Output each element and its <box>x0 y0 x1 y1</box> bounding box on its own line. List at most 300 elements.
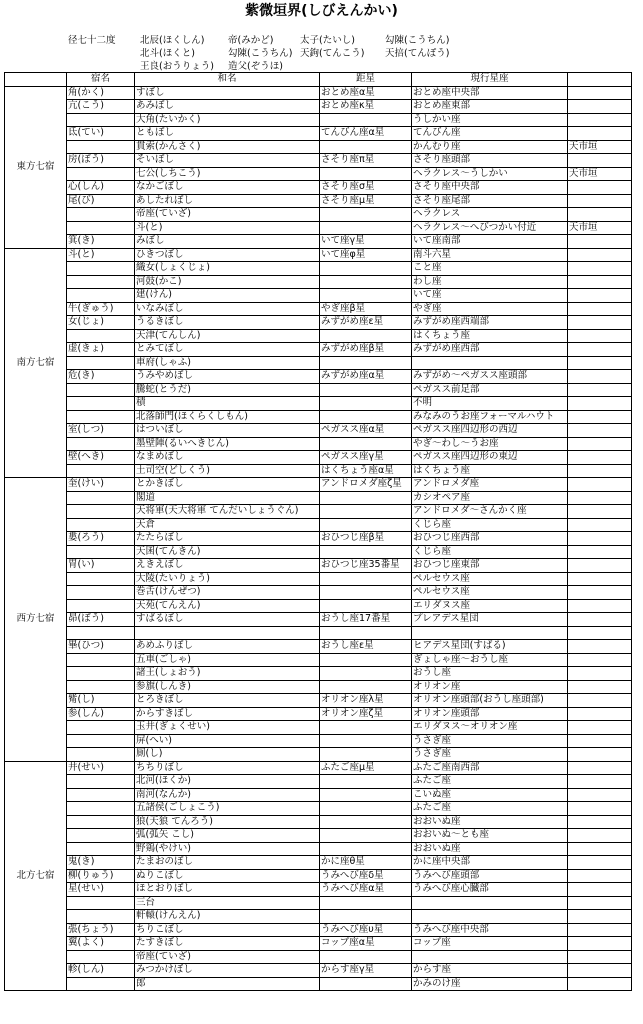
group-name-cell: 北方七宿 <box>5 761 67 991</box>
table-cell: あみぼし <box>135 100 320 114</box>
table-cell: おうし座17番星 <box>320 613 412 627</box>
table-cell <box>568 343 632 357</box>
table-cell: ちりこぼし <box>135 923 320 937</box>
table-cell: 屏(へい) <box>135 734 320 748</box>
table-cell: てんびん座α星 <box>320 127 412 141</box>
table-cell: エリダヌス座 <box>412 599 568 613</box>
table-cell <box>320 586 412 600</box>
table-cell: 天将軍(天大将軍 てんだいしょうぐん) <box>135 505 320 519</box>
table-cell: 土司空(どしくう) <box>135 464 320 478</box>
table-cell: たまおのぼし <box>135 856 320 870</box>
table-cell <box>67 356 135 370</box>
table-cell: 織女(しょくじょ) <box>135 262 320 276</box>
table-row <box>5 424 632 438</box>
table-cell: あめふりぼし <box>135 640 320 654</box>
table-cell: ヘラクレス～うしかい <box>412 167 568 181</box>
table-row <box>5 761 632 775</box>
table-cell: ヒアデス星団(すばる) <box>412 640 568 654</box>
table-cell <box>67 329 135 343</box>
table-cell <box>67 950 135 964</box>
table-cell <box>568 302 632 316</box>
table-cell: 狼(天狼 てんろう) <box>135 815 320 829</box>
table-cell <box>568 883 632 897</box>
table-row <box>5 977 632 991</box>
table-row <box>5 694 632 708</box>
table-row <box>5 815 632 829</box>
table-cell <box>320 113 412 127</box>
table-cell: はくちょう座 <box>412 464 568 478</box>
table-cell <box>67 815 135 829</box>
table-cell <box>568 937 632 951</box>
table-cell <box>67 167 135 181</box>
table-cell <box>67 829 135 843</box>
table-cell <box>67 262 135 276</box>
table-cell: アンドロメダ座 <box>412 478 568 492</box>
table-row <box>5 937 632 951</box>
table-cell <box>320 829 412 843</box>
table-cell <box>568 964 632 978</box>
table-row <box>5 842 632 856</box>
table-cell <box>135 626 320 640</box>
table-row <box>5 451 632 465</box>
table-cell <box>568 491 632 505</box>
table-cell <box>568 856 632 870</box>
table-row <box>5 910 632 924</box>
table-cell <box>568 208 632 222</box>
table-cell: たたらぼし <box>135 532 320 546</box>
table-cell: ペルセウス座 <box>412 586 568 600</box>
table-cell: さそり座尾部 <box>412 194 568 208</box>
table-cell: 南河(なんか) <box>135 788 320 802</box>
table-row <box>5 343 632 357</box>
table-cell: おおいぬ座 <box>412 815 568 829</box>
table-cell: ふたご座南西部 <box>412 761 568 775</box>
table-cell: 騰蛇(とうだ) <box>135 383 320 397</box>
table-cell <box>320 437 412 451</box>
table-cell <box>67 626 135 640</box>
table-row <box>5 599 632 613</box>
header-item: 造父(ぞうほ) <box>228 61 283 72</box>
table-cell <box>568 559 632 573</box>
table-row <box>5 964 632 978</box>
table-cell <box>320 518 412 532</box>
table-cell <box>568 640 632 654</box>
table-cell: 斗(と) <box>135 221 320 235</box>
table-cell: うみへび座中央部 <box>412 923 568 937</box>
table-row <box>5 869 632 883</box>
table-cell <box>67 208 135 222</box>
table-row <box>5 518 632 532</box>
table-cell: 三台 <box>135 896 320 910</box>
table-cell: 柳(りゅう) <box>67 869 135 883</box>
header-item: 勾陳(こうちん) <box>385 35 450 46</box>
table-cell: 女(じょ) <box>67 316 135 330</box>
table-cell <box>320 653 412 667</box>
table-cell: いて座γ星 <box>320 235 412 249</box>
table-cell: 車府(しゃふ) <box>135 356 320 370</box>
table-cell: なまめぼし <box>135 451 320 465</box>
table-cell: やぎ座β星 <box>320 302 412 316</box>
table-cell <box>568 896 632 910</box>
table-cell <box>568 977 632 991</box>
table-cell: 虚(きょ) <box>67 343 135 357</box>
table-cell: オリオン座λ星 <box>320 694 412 708</box>
table-row <box>5 208 632 222</box>
table-cell <box>568 505 632 519</box>
table-row <box>5 410 632 424</box>
table-cell: ふたご座 <box>412 775 568 789</box>
table-cell: オリオン座 <box>412 680 568 694</box>
table-row <box>5 680 632 694</box>
group-name-cell: 東方七宿 <box>5 86 67 248</box>
table-cell <box>67 721 135 735</box>
table-cell: 参(しん) <box>67 707 135 721</box>
table-cell: 牛(ぎゅう) <box>67 302 135 316</box>
table-row <box>5 113 632 127</box>
table-cell: 昴(ぼう) <box>67 613 135 627</box>
table-cell <box>568 626 632 640</box>
table-cell: 野鶏(やけい) <box>135 842 320 856</box>
table-cell: 帝座(ていざ) <box>135 950 320 964</box>
table-row <box>5 383 632 397</box>
table-cell: 天市垣 <box>568 140 632 154</box>
table-row <box>5 289 632 303</box>
table-cell: みずがめ座西部 <box>412 343 568 357</box>
table-cell <box>568 248 632 262</box>
table-cell: 箕(き) <box>67 235 135 249</box>
table-cell: いて座φ星 <box>320 248 412 262</box>
table-cell <box>568 653 632 667</box>
table-cell: おひつじ座β星 <box>320 532 412 546</box>
table-cell <box>568 356 632 370</box>
table-cell: 奎(けい) <box>67 478 135 492</box>
table-row <box>5 86 632 100</box>
table-cell: おひつじ座西部 <box>412 532 568 546</box>
table-cell: 玉井(ぎょくせい) <box>135 721 320 735</box>
table-cell: やぎ～わし～うお座 <box>412 437 568 451</box>
table-cell <box>320 734 412 748</box>
table-cell <box>67 505 135 519</box>
table-cell: なかごぼし <box>135 181 320 195</box>
table-cell: そいぼし <box>135 154 320 168</box>
table-cell <box>568 869 632 883</box>
table-cell <box>67 775 135 789</box>
table-cell: わし座 <box>412 275 568 289</box>
table-cell: みずがめ座西端部 <box>412 316 568 330</box>
table-cell <box>568 950 632 964</box>
table-row <box>5 464 632 478</box>
table-cell: 氐(てい) <box>67 127 135 141</box>
table-cell <box>67 896 135 910</box>
table-cell: いなみぼし <box>135 302 320 316</box>
table-cell: みずがめ～ペガスス座頭部 <box>412 370 568 384</box>
table-row <box>5 707 632 721</box>
table-row <box>5 478 632 492</box>
table-cell: えきえぼし <box>135 559 320 573</box>
table-cell <box>568 707 632 721</box>
table-cell <box>568 100 632 114</box>
header-item: 天鉤(てんこう) <box>300 48 365 59</box>
table-cell <box>568 613 632 627</box>
table-row <box>5 653 632 667</box>
column-header <box>568 73 632 87</box>
table-cell <box>320 289 412 303</box>
table-cell: 諸王(しょおう) <box>135 667 320 681</box>
table-cell <box>320 383 412 397</box>
table-cell: 翼(よく) <box>67 937 135 951</box>
table-cell <box>320 788 412 802</box>
table-cell <box>67 221 135 235</box>
table-row <box>5 370 632 384</box>
table-cell <box>67 599 135 613</box>
table-cell <box>320 356 412 370</box>
table-cell: 積 <box>135 397 320 411</box>
table-row <box>5 275 632 289</box>
table-row <box>5 140 632 154</box>
table-row <box>5 532 632 546</box>
table-cell: ぬりこぼし <box>135 869 320 883</box>
table-cell <box>568 586 632 600</box>
table-row <box>5 748 632 762</box>
table-cell: 尾(び) <box>67 194 135 208</box>
table-cell <box>67 653 135 667</box>
table-cell: ペガスス座四辺形の東辺 <box>412 451 568 465</box>
table-cell <box>568 275 632 289</box>
table-cell: さそり座σ星 <box>320 181 412 195</box>
table-cell <box>412 356 568 370</box>
table-cell: うさぎ座 <box>412 734 568 748</box>
table-cell: 五諸侯(ごしょこう) <box>135 802 320 816</box>
table-cell: 室(しつ) <box>67 424 135 438</box>
table-cell: 危(き) <box>67 370 135 384</box>
table-row <box>5 734 632 748</box>
group-name-cell: 南方七宿 <box>5 248 67 478</box>
table-cell: 参旗(しんき) <box>135 680 320 694</box>
table-cell <box>568 86 632 100</box>
table-cell: 帝座(ていざ) <box>135 208 320 222</box>
table-cell <box>320 140 412 154</box>
table-cell <box>568 410 632 424</box>
table-cell: はついぼし <box>135 424 320 438</box>
table-cell <box>67 667 135 681</box>
table-cell: うるきぼし <box>135 316 320 330</box>
table-cell <box>568 923 632 937</box>
table-cell: オリオン座ζ星 <box>320 707 412 721</box>
table-row <box>5 127 632 141</box>
table-cell: 婁(ろう) <box>67 532 135 546</box>
table-cell <box>320 275 412 289</box>
table-cell <box>67 289 135 303</box>
table-cell <box>568 181 632 195</box>
table-header-row <box>5 73 632 87</box>
table-cell: アンドロメダ座ζ星 <box>320 478 412 492</box>
table-cell: 星(せい) <box>67 883 135 897</box>
table-cell: ヘラクレス <box>412 208 568 222</box>
table-cell: とかきぼし <box>135 478 320 492</box>
table-cell: 河鼓(かこ) <box>135 275 320 289</box>
table-cell: はくちょう座 <box>412 329 568 343</box>
table-row <box>5 437 632 451</box>
table-cell <box>568 235 632 249</box>
table-cell <box>67 586 135 600</box>
table-cell <box>568 424 632 438</box>
table-cell <box>67 572 135 586</box>
table-cell: 天倉 <box>135 518 320 532</box>
table-cell: 天津(てんしん) <box>135 329 320 343</box>
table-row <box>5 667 632 681</box>
table-cell: うみやめぼし <box>135 370 320 384</box>
table-cell <box>67 842 135 856</box>
table-cell: 郎 <box>135 977 320 991</box>
table-cell: かみのけ座 <box>412 977 568 991</box>
table-cell <box>67 545 135 559</box>
table-cell: 角(かく) <box>67 86 135 100</box>
table-cell: 軒轅(けんえん) <box>135 910 320 924</box>
table-cell <box>320 815 412 829</box>
table-row <box>5 856 632 870</box>
table-cell: オリオン座頭部 <box>412 707 568 721</box>
table-cell <box>320 545 412 559</box>
table-cell: 建(けん) <box>135 289 320 303</box>
table-cell <box>568 545 632 559</box>
table-cell <box>320 775 412 789</box>
table-cell: おひつじ座35番星 <box>320 559 412 573</box>
table-cell <box>568 370 632 384</box>
table-cell <box>568 721 632 735</box>
table-row <box>5 181 632 195</box>
table-cell <box>568 329 632 343</box>
table-row <box>5 356 632 370</box>
table-cell: ひきつぼし <box>135 248 320 262</box>
table-cell: 鬼(き) <box>67 856 135 870</box>
table-cell: うさぎ座 <box>412 748 568 762</box>
table-cell: おひつじ座東部 <box>412 559 568 573</box>
table-cell: 厠(し) <box>135 748 320 762</box>
table-cell: 軫(しん) <box>67 964 135 978</box>
header-item: 王良(おうりょう) <box>140 61 214 72</box>
table-row <box>5 559 632 573</box>
table-cell: かんむり座 <box>412 140 568 154</box>
table-cell: アンドロメダ～さんかく座 <box>412 505 568 519</box>
table-cell <box>320 680 412 694</box>
table-row <box>5 154 632 168</box>
table-cell <box>568 127 632 141</box>
header-item: 北辰(ほくしん) <box>140 35 205 46</box>
table-cell: くじら座 <box>412 518 568 532</box>
table-cell: みずがめ座ε星 <box>320 316 412 330</box>
table-cell: うみへび座心臓部 <box>412 883 568 897</box>
table-cell: ペガスス座α星 <box>320 424 412 438</box>
table-cell: おとめ座中央部 <box>412 86 568 100</box>
table-cell <box>67 275 135 289</box>
table-cell <box>320 748 412 762</box>
table-cell <box>67 383 135 397</box>
table-cell: 巻舌(けんぜつ) <box>135 586 320 600</box>
table-cell: 天市垣 <box>568 167 632 181</box>
table-cell <box>320 410 412 424</box>
table-cell <box>67 518 135 532</box>
table-cell: ペルセウス座 <box>412 572 568 586</box>
table-cell: みずがめ座β星 <box>320 343 412 357</box>
table-cell: ふたご座 <box>412 802 568 816</box>
table-cell <box>568 694 632 708</box>
table-cell <box>67 680 135 694</box>
table-cell: かに座中央部 <box>412 856 568 870</box>
table-cell <box>412 896 568 910</box>
table-cell <box>568 788 632 802</box>
table-row <box>5 397 632 411</box>
table-cell <box>67 410 135 424</box>
table-cell: 南斗六星 <box>412 248 568 262</box>
table-cell: 大陵(たいりょう) <box>135 572 320 586</box>
table-row <box>5 626 632 640</box>
table-cell <box>568 599 632 613</box>
table-cell <box>67 977 135 991</box>
group-name-cell: 西方七宿 <box>5 478 67 762</box>
table-cell: 天囷(てんきん) <box>135 545 320 559</box>
table-cell: 井(せい) <box>67 761 135 775</box>
table-cell: さそり座π星 <box>320 154 412 168</box>
header-item: 北斗(ほくと) <box>140 48 195 59</box>
table-cell: すぼし <box>135 86 320 100</box>
table-cell: いて座 <box>412 289 568 303</box>
table-cell: おおいぬ～とも座 <box>412 829 568 843</box>
table-cell: さそり座頭部 <box>412 154 568 168</box>
table-cell: からす座γ星 <box>320 964 412 978</box>
table-cell <box>568 451 632 465</box>
table-cell <box>320 397 412 411</box>
table-cell: てんびん座 <box>412 127 568 141</box>
table-cell: ともぼし <box>135 127 320 141</box>
table-cell: うみへび座δ星 <box>320 869 412 883</box>
table-cell: 壁(へき) <box>67 451 135 465</box>
table-cell <box>568 775 632 789</box>
header-item: 帝(みかど) <box>228 35 274 46</box>
table-cell <box>67 397 135 411</box>
table-cell: ほとおりぼし <box>135 883 320 897</box>
table-cell: おとめ座東部 <box>412 100 568 114</box>
table-cell: すばるぼし <box>135 613 320 627</box>
table-cell <box>67 788 135 802</box>
table-row <box>5 829 632 843</box>
table-row <box>5 950 632 964</box>
table-cell: カシオペア座 <box>412 491 568 505</box>
table-cell <box>568 437 632 451</box>
table-cell <box>320 599 412 613</box>
table-cell <box>320 721 412 735</box>
table-cell <box>568 680 632 694</box>
table-cell: 七公(しちこう) <box>135 167 320 181</box>
table-cell: みぼし <box>135 235 320 249</box>
table-cell: ふたご座μ星 <box>320 761 412 775</box>
table-cell <box>568 262 632 276</box>
table-cell <box>67 464 135 478</box>
table-cell: さそり座μ星 <box>320 194 412 208</box>
table-cell <box>568 842 632 856</box>
table-cell: ペガスス座γ星 <box>320 451 412 465</box>
table-row <box>5 167 632 181</box>
table-cell: とろきぼし <box>135 694 320 708</box>
table-cell <box>568 761 632 775</box>
table-cell <box>320 896 412 910</box>
table-cell: こと座 <box>412 262 568 276</box>
table-row <box>5 721 632 735</box>
table-cell <box>67 734 135 748</box>
table-cell <box>67 491 135 505</box>
table-cell <box>320 572 412 586</box>
table-cell: 大角(たいかく) <box>135 113 320 127</box>
table-cell <box>568 815 632 829</box>
